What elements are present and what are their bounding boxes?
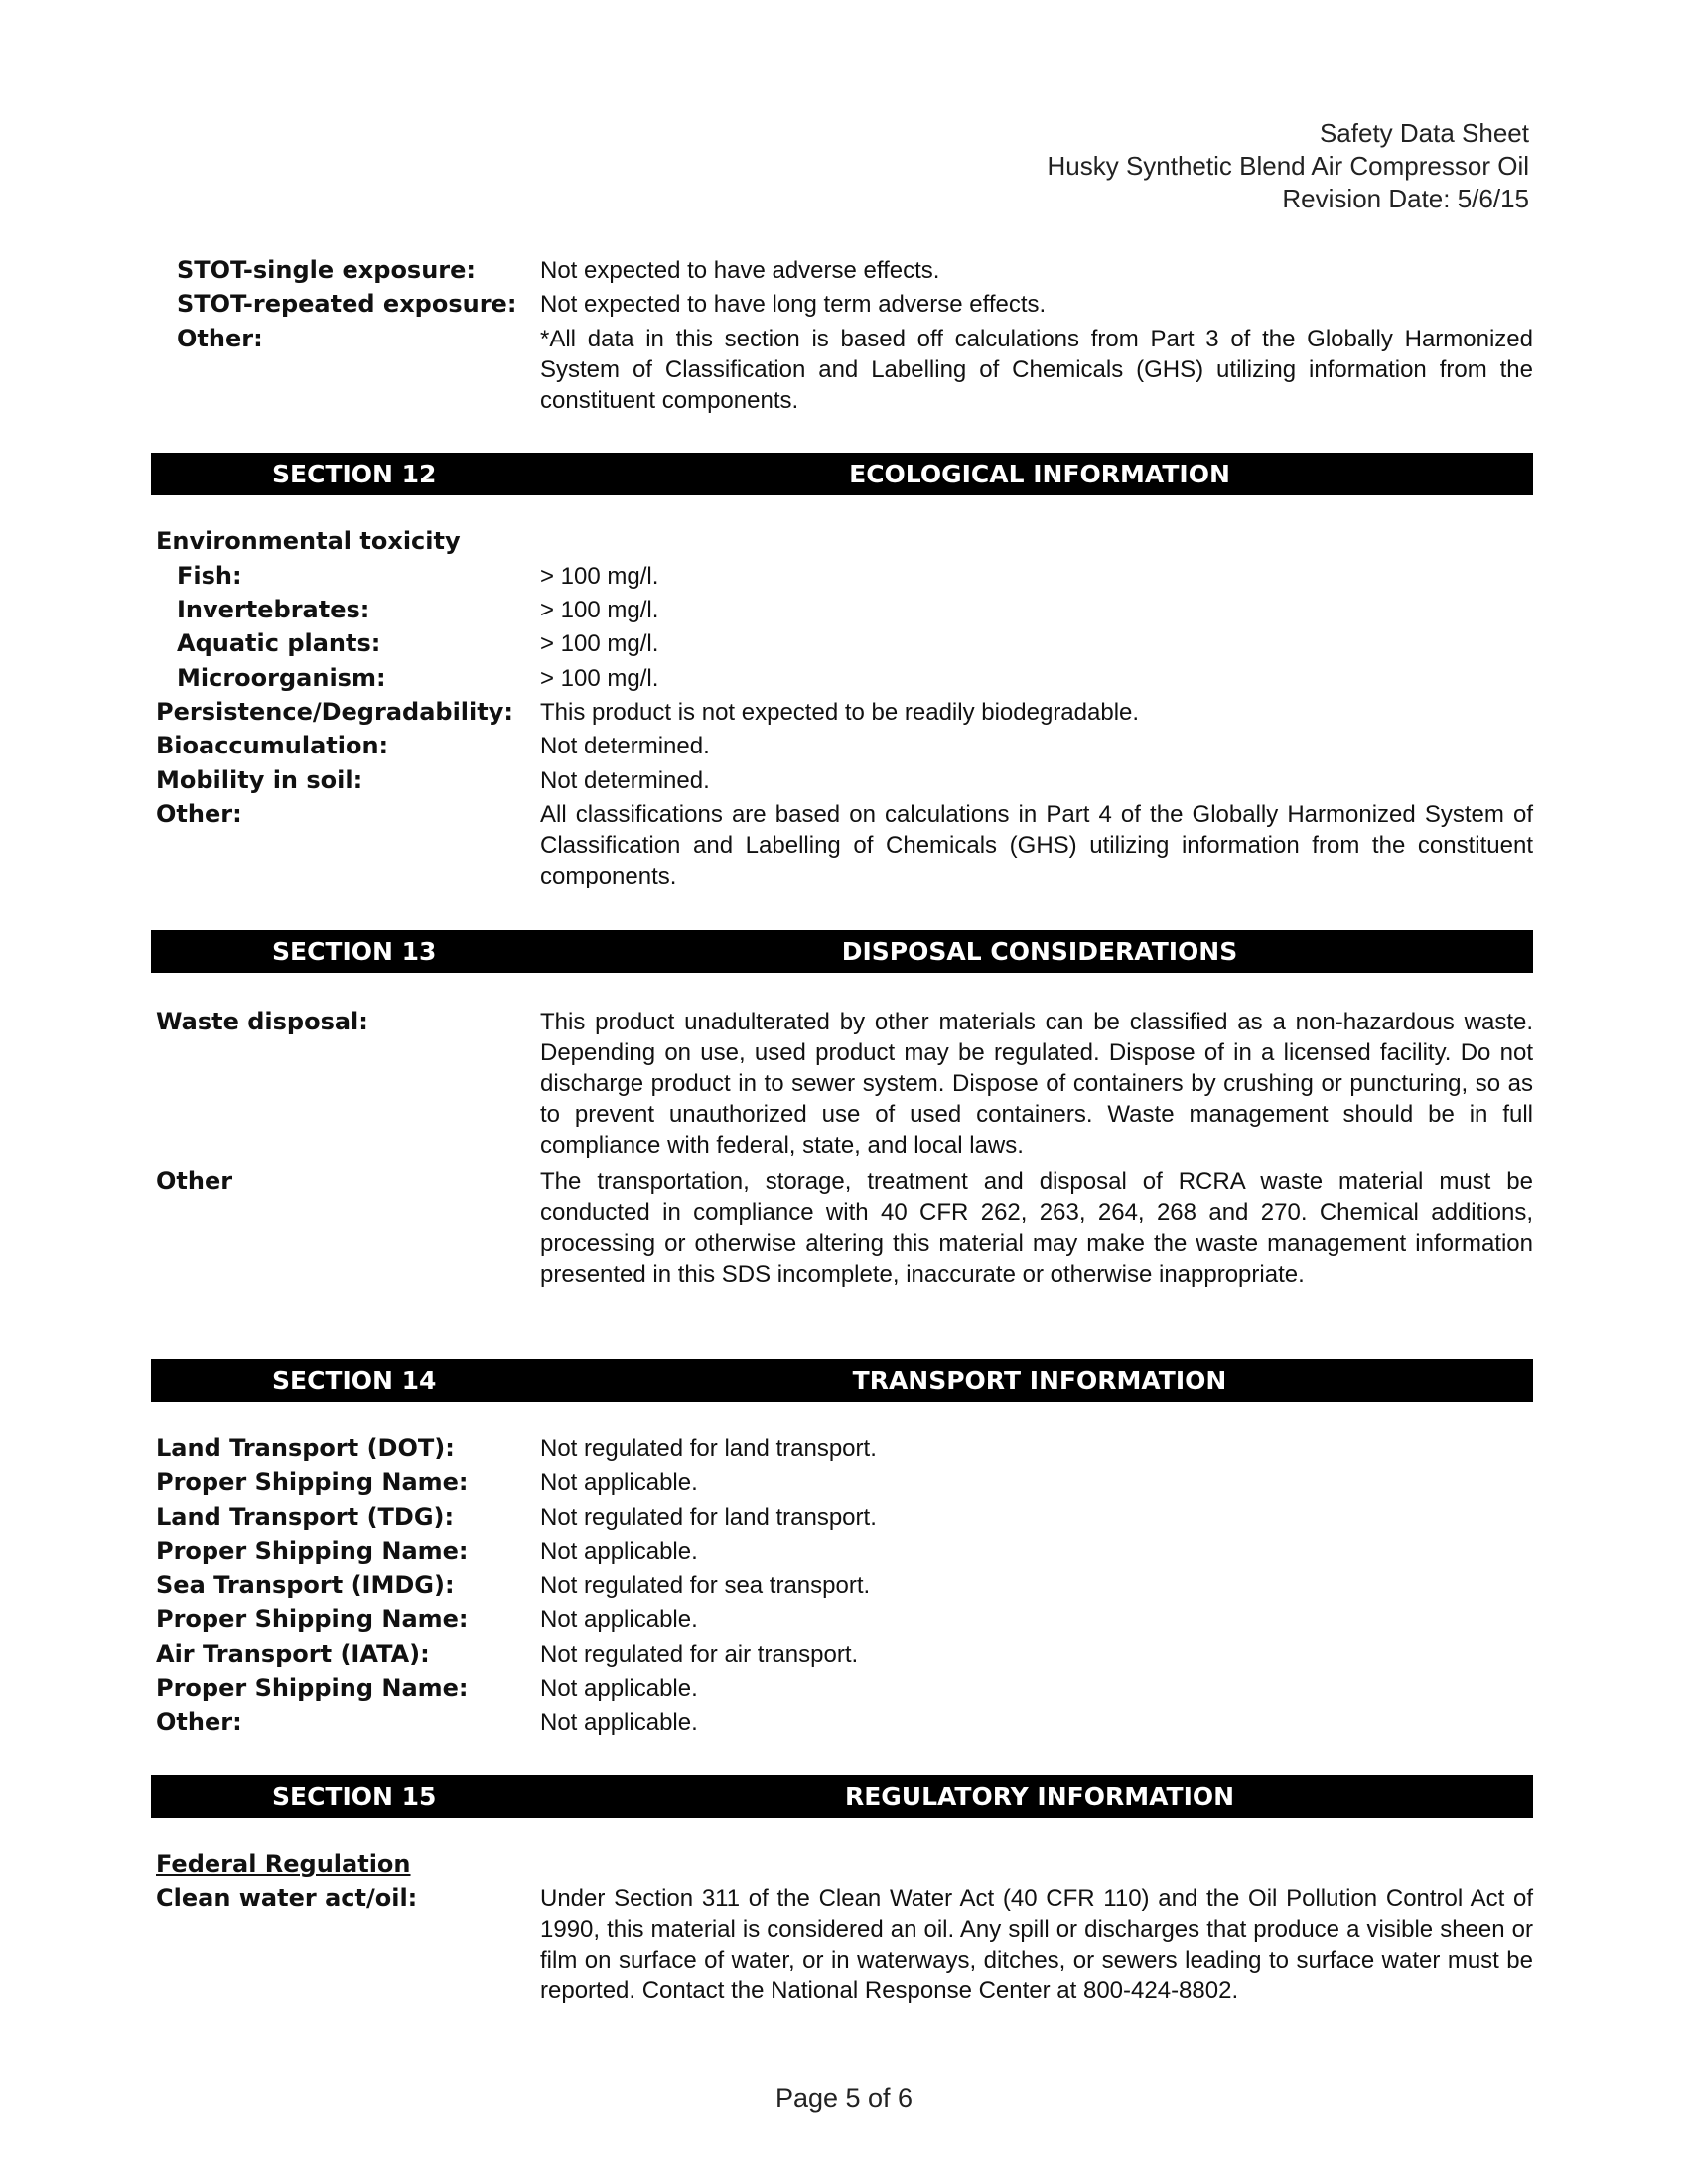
field-label: Proper Shipping Name: [156, 1605, 469, 1633]
section-13-header [151, 930, 1533, 973]
field-label: Aquatic plants: [177, 629, 381, 657]
field-label: Fish: [177, 562, 242, 590]
field-label: Bioaccumulation: [156, 732, 389, 759]
field-label: Clean water act/oil: [156, 1884, 418, 1912]
field-value: > 100 mg/l. [540, 597, 659, 623]
field-label: Proper Shipping Name: [156, 1674, 469, 1702]
field-value: Not determined. [540, 733, 710, 759]
section-title: ECOLOGICAL INFORMATION [849, 460, 1230, 488]
field-value: > 100 mg/l. [540, 630, 659, 657]
field-label: Environmental toxicity [156, 527, 461, 555]
field-label: Invertebrates: [177, 596, 370, 623]
field-label: Land Transport (DOT): [156, 1434, 455, 1462]
field-label: Other: [156, 1708, 242, 1736]
section-number: SECTION 13 [272, 937, 437, 966]
field-label: Other: [177, 325, 263, 352]
page-number: Page 5 of 6 [774, 2083, 914, 2113]
field-label: Other: [156, 800, 242, 828]
section-number: SECTION 15 [272, 1782, 437, 1811]
field-label: Other [156, 1167, 233, 1195]
section-title: DISPOSAL CONSIDERATIONS [841, 937, 1238, 966]
field-value: > 100 mg/l. [540, 563, 659, 590]
field-value: All classifications are based on calculations in Part 4 of the Globally Harmonized System of Classification and Labelling of Chemicals (GHS) utilizing information from the constituent components. [540, 801, 1533, 889]
field-value: Not applicable. [540, 1538, 698, 1565]
section-title: TRANSPORT INFORMATION [852, 1366, 1227, 1395]
field-label: Persistence/Degradability: [156, 698, 513, 726]
field-value: Not regulated for air transport. [540, 1641, 859, 1668]
section-number: SECTION 12 [272, 460, 437, 488]
field-label: STOT-single exposure: [177, 256, 477, 284]
field-label: Land Transport (TDG): [156, 1503, 455, 1531]
field-value: > 100 mg/l. [540, 665, 659, 692]
field-label: Proper Shipping Name: [156, 1468, 469, 1496]
field-value: Not determined. [540, 767, 710, 794]
field-value: Not applicable. [540, 1709, 698, 1736]
header-product-name: Husky Synthetic Blend Air Compressor Oil [1047, 151, 1529, 181]
field-value: Not regulated for land transport. [540, 1435, 877, 1462]
field-value: The transportation, storage, treatment and disposal of RCRA waste material must be conducted in compliance with 40 CFR 262, 263, 264, 268 and 270. Chemical additions, processing or otherwise altering this material may make the waste management information presented in this SDS incomplete, inaccurate or otherwise inappropriate. [540, 1168, 1533, 1288]
field-label: Sea Transport (IMDG): [156, 1571, 455, 1599]
field-label: Mobility in soil: [156, 766, 363, 794]
field-label: Federal Regulation [156, 1850, 411, 1878]
section-14-header [151, 1359, 1533, 1402]
field-value: This product unadulterated by other materials can be classified as a non-hazardous waste. Depending on use, used product may be regulated. Dispose of in a licensed facility. Do not discharge product in to sewer system. Dispose of containers by crushing or puncturing, so as to prevent unauthorized use of used containers. Waste management should be in full compliance with federal, state, and local laws. [540, 1009, 1533, 1159]
section-number: SECTION 14 [272, 1366, 437, 1395]
field-value: *All data in this section is based off calculations from Part 3 of the Globally Harmonized System of Classification and Labelling of Chemicals (GHS) utilizing information from the constituent components. [540, 326, 1533, 414]
field-value: Not regulated for land transport. [540, 1504, 877, 1531]
section-15-header [151, 1775, 1533, 1818]
header-doc-type: Safety Data Sheet [1319, 118, 1529, 148]
field-value: Not applicable. [540, 1606, 698, 1633]
section-title: REGULATORY INFORMATION [844, 1782, 1235, 1811]
field-label: Microorganism: [177, 664, 386, 692]
field-label: Proper Shipping Name: [156, 1537, 469, 1565]
field-value: Not expected to have long term adverse effects. [540, 291, 1047, 318]
document-header [1047, 117, 1529, 215]
field-label: Waste disposal: [156, 1008, 368, 1035]
field-value: Not regulated for sea transport. [540, 1572, 871, 1599]
field-value: Not applicable. [540, 1675, 698, 1702]
header-revision-date: Revision Date: 5/6/15 [1282, 184, 1529, 213]
field-label: STOT-repeated exposure: [177, 290, 517, 318]
field-value: Under Section 311 of the Clean Water Act (40 CFR 110) and the Oil Pollution Control Act of 1990, this material is considered an oil. Any spill or discharges that produce a visible sheen or film on surface of water, or in waterways, ditches, or sewers leading to surface water must be reported. Contact the National Response Center at 800-424-8802. [540, 1885, 1533, 2004]
field-value: Not applicable. [540, 1469, 698, 1496]
field-label: Air Transport (IATA): [156, 1640, 430, 1668]
field-value: This product is not expected to be readily biodegradable. [540, 699, 1140, 726]
section-12-header [151, 453, 1533, 495]
field-value: Not expected to have adverse effects. [540, 257, 940, 284]
